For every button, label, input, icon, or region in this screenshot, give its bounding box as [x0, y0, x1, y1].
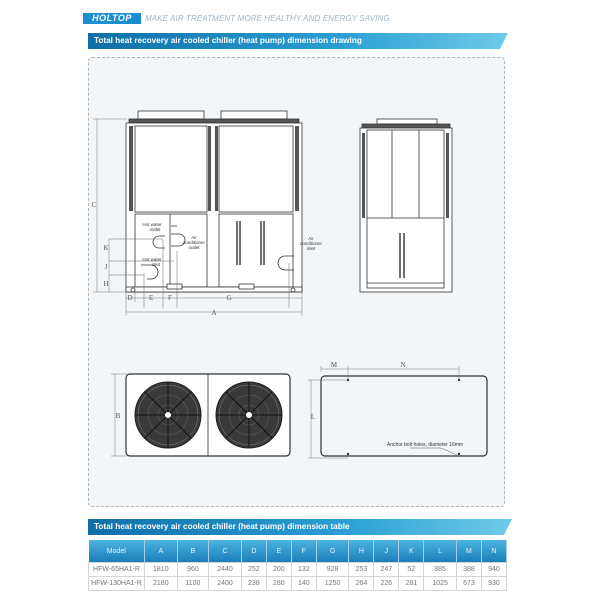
dim-label-l: L: [310, 413, 316, 421]
fan-grille-right: [216, 382, 282, 448]
col-j: J: [374, 540, 399, 563]
cell: 1100: [177, 577, 209, 591]
table-row: [89, 563, 507, 577]
label-hot-water-outlet-1: Hot water: [142, 222, 162, 227]
drawing-section-header: [88, 33, 508, 49]
dim-label-c: C: [91, 201, 97, 209]
col-b: B: [177, 540, 209, 563]
cell: 200: [266, 563, 291, 577]
table-row: [89, 577, 507, 591]
cell: 885: [424, 563, 457, 577]
cell: 1025: [424, 577, 457, 591]
col-model: Model: [89, 540, 145, 563]
cell: 226: [374, 577, 399, 591]
cell: 388: [456, 563, 481, 577]
cell: 930: [481, 577, 506, 591]
label-hot-water-inlet-1: Hot water: [142, 257, 162, 262]
label-ac-inlet-2: conditioner: [299, 241, 323, 246]
col-g: G: [316, 540, 349, 563]
col-c: C: [209, 540, 242, 563]
label-hot-water-outlet-2: outlet: [149, 227, 161, 232]
cell: 960: [177, 563, 209, 577]
cell: 140: [291, 577, 316, 591]
cell-model: HFW-65HA1-R: [89, 563, 145, 577]
cell: 264: [349, 577, 374, 591]
table-section-title: Total heat recovery air cooled chiller (heat pump) dimension table: [94, 522, 350, 531]
dimension-table: [88, 540, 507, 591]
tagline: MAKE AIR TREATMENT MORE HEALTHY AND ENERGY SAVING: [145, 14, 390, 23]
cell: 2440: [209, 563, 242, 577]
cell: 247: [374, 563, 399, 577]
holtop-logo: HOLTOP: [83, 13, 141, 24]
dim-label-d: D: [127, 294, 133, 302]
dim-label-e: E: [148, 294, 154, 302]
dim-label-m: M: [330, 361, 338, 369]
cell: 253: [349, 563, 374, 577]
table-header-row: [89, 540, 507, 563]
cell: 2400: [209, 577, 242, 591]
cell: 2180: [145, 577, 178, 591]
fan-grille-left: [135, 382, 201, 448]
dim-label-k: K: [103, 244, 109, 252]
label-ac-outlet-3: outlet: [188, 245, 200, 250]
cell: 132: [291, 563, 316, 577]
col-n: N: [481, 540, 506, 563]
dim-label-h: H: [103, 280, 109, 288]
cell: 1810: [145, 563, 178, 577]
cell: 673: [456, 577, 481, 591]
cell: 281: [399, 577, 424, 591]
label-ac-outlet-1: Air: [191, 235, 197, 240]
dim-label-g: G: [226, 294, 232, 302]
dim-label-j: J: [104, 263, 108, 271]
cell-model: HFW-130HA1-R: [89, 577, 145, 591]
cell: 1250: [316, 577, 349, 591]
col-m: M: [456, 540, 481, 563]
label-ac-inlet-3: inlet: [306, 246, 316, 251]
cell: 940: [481, 563, 506, 577]
drawing-section-title: Total heat recovery air cooled chiller (heat pump) dimension drawing: [94, 36, 362, 45]
col-f: F: [291, 540, 316, 563]
col-h: H: [349, 540, 374, 563]
col-l: L: [424, 540, 457, 563]
cell: 238: [241, 577, 266, 591]
col-d: D: [241, 540, 266, 563]
cell: 928: [316, 563, 349, 577]
dim-label-f: F: [168, 294, 172, 302]
drawing-canvas: [89, 58, 504, 506]
col-k: K: [399, 540, 424, 563]
dim-label-b: B: [115, 412, 121, 420]
cell: 252: [241, 563, 266, 577]
label-hot-water-inlet-2: inlet: [151, 262, 161, 267]
dim-label-a: A: [211, 309, 217, 317]
cell: 52: [399, 563, 424, 577]
table-section-header: [88, 519, 512, 535]
cell: 280: [266, 577, 291, 591]
anchor-bolt-note: Anchor bolt holes, diameter 16mm: [386, 442, 464, 448]
dimension-drawing: [88, 57, 505, 507]
label-ac-inlet-1: Air: [308, 236, 314, 241]
label-ac-outlet-2: conditioner: [182, 240, 206, 245]
col-e: E: [266, 540, 291, 563]
dim-label-n: N: [400, 361, 406, 369]
col-a: A: [145, 540, 178, 563]
